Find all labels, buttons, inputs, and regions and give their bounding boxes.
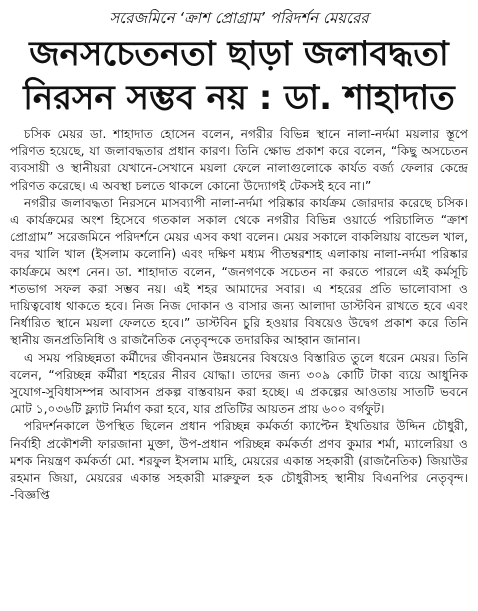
article-paragraph-4: পরিদর্শনকালে উপস্থিত ছিলেন প্রধান পরিচ্ছন্ন কর্মকর্তা ক্যাপ্টেন ইখতিয়ার উদ্দিন চৌধুরী, নির্বাহী প্রকৌশলী ফারজানা মুক্তা, উপ-প্রধান পরিচ্ছন্ন কর্মকর্তা প্রণব কুমার শর্মা, ম্যালেরিয়া ও মশক নিয়ন্ত্রণ কর্মকর্তা মো. শরফুল ইসলাম মাহি, মেয়রের একান্ত সহকারী (রাজনৈতিক) জিয়াউর রহমান জিয়া, মেয়রের একান্ত সহকারী মারুফুল হক চৌধুরীসহ স্থানীয় বিএনপির নেতৃবৃন্দ। -বিজ্ঞপ্তি xyxy=(10,419,468,503)
headline-line-1: জনসচেতনতা ছাড়া জলাবদ্ধতা xyxy=(29,34,449,74)
article-paragraph-3: এ সময় পরিচ্ছন্নতা কর্মীদের জীবনমান উন্নয়নের বিষয়েও বিস্তারিত তুলে ধরেন মেয়র। তিনি বলেন, “পরিচ্ছন্ন কর্মীরা শহরের নীরব যোদ্ধা। তাদের জন্য ৩০৯ কোটি টাকা ব্যয়ে আধুনিক সুযোগ-সুবিধাসম্পন্ন আবাসন প্রকল্প বাস্তবায়ন করা হচ্ছে। এ প্রকল্পের আওতায় সাতটি ভবনে মোট ১,০৩৬টি ফ্ল্যাট নির্মাণ করা হবে, যার প্রতিটির আয়তন প্রায় ৬০০ বর্গফুট। xyxy=(10,350,468,417)
headline-line-2: নিরসন সম্ভব নয় : ডা. শাহাদাত xyxy=(23,78,455,118)
article-paragraph-2: নগরীর জলাবদ্ধতা নিরসনে মাসব্যাপী নালা-নর্দমা পরিষ্কার কার্যক্রম জোরদার করেছে চসিক। এ কার্যক্রমের অংশ হিসেবে গতকাল সকাল থেকে নগরীর বিভিন্ন ওয়ার্ডে পরিচালিত “ক্রাশ প্রোগ্রাম” সরেজমিনে পরিদর্শনে মেয়র এসব কথা বলেন। মেয়র সকালে বাকলিয়ায় বান্ডেল খাল, বদর খালি খাল (ইসলাম কলোনি) এবং দক্ষিণ মধ্যম পীতম্বরশাহ এলাকায় নালা-নর্দমা পরিষ্কার কার্যক্রমে অংশ নেন। ডা. শাহাদাত বলেন, “জনগণকে সচেতন না করতে পারলে এই কর্মসূচি শতভাগ সফল করা সম্ভব নয়। এই শহর আমাদের সবার। এ শহরের প্রতি ভালোবাসা ও দায়িত্ববোধ থাকতে হবে। নিজ নিজ দোকান ও বাসার জন্য আলাদা ডাস্টবিন রাখতে হবে এবং নির্ধারিত স্থানে ময়লা ফেলতে হবে।” ডাস্টবিন চুরি হওয়ার বিষয়েও উদ্বেগ প্রকাশ করে তিনি স্থানীয় জনপ্রতিনিধি ও রাজনৈতিক নেতৃবৃন্দকে তদারকির আহ্বান জানান। xyxy=(10,195,468,348)
article-paragraph-1: চসিক মেয়র ডা. শাহাদাত হোসেন বলেন, নগরীর বিভিন্ন স্থানে নালা-নর্দমা ময়লার স্তূপে পরিণত হয়েছে, যা জলাবদ্ধতার প্রধান কারণ। তিনি ক্ষোভ প্রকাশ করে বলেন, “কিছু অসচেতন ব্যবসায়ী ও স্থানীয়রা যেখানে-সেখানে ময়লা ফেলে নালাগুলোকে কার্যত বর্জ্য ফেলার কেন্দ্রে পরিণত করেছে। এ অবস্থা চলতে থাকলে কোনো উদ্যোগই টেকসই হবে না।” xyxy=(10,127,468,193)
kicker-line: সরেজমিনে ‘ক্রাশ প্রোগ্রাম’ পরিদর্শন মেয়রের xyxy=(109,9,369,27)
article-body xyxy=(10,126,468,504)
